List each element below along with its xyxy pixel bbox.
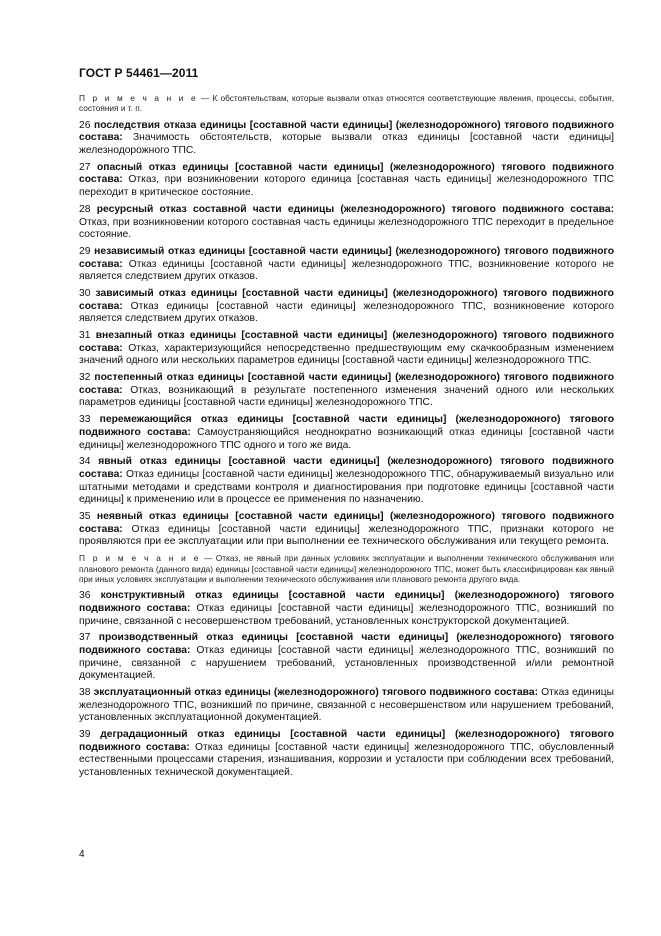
term-title: явный отказ единицы [составной части единицы] (железнодорожного) тягового подвижного состава: [79, 456, 614, 481]
term-title: последствия отказа единицы [составной части единицы] (железнодорожного) тягового подвижного состава: [79, 119, 614, 144]
term-title: неявный отказ единицы [составной части единицы] (железнодорожного) тягового подвижного состава: [79, 511, 614, 535]
term-definition: Отказ единицы [составной части единицы] железнодорожного ТПС, возникший по причине, связанной с нарушением требований, установленных производственной и/или ремонтной документацией. [79, 645, 614, 682]
term-list-a [79, 120, 614, 549]
term-title: зависимый отказ единицы [составной части единицы] (железнодорожного) тягового подвижного состава: [79, 288, 614, 312]
document-body [79, 93, 614, 784]
term-definition: Отказ, при возникновении которого составная часть единицы железнодорожного ТПС переходит в предельное состояние. [79, 216, 614, 241]
term-number: 32 [79, 372, 91, 384]
term-title: конструктивный отказ единицы [составной части единицы] (железнодорожного) тягового подвижного состава: [79, 590, 614, 614]
term-definition: Отказ единицы [составной части единицы] железнодорожного ТПС, признаки которого не проявляются при ее эксплуатации или при выполнении ее технического обслуживания или текущего ремонта. [79, 523, 614, 548]
page-header-title: ГОСТ Р 54461—2011 [79, 66, 199, 80]
term-entry [79, 687, 614, 725]
term-number: 28 [79, 203, 91, 215]
note-label: П р и м е ч а н и е [79, 93, 198, 103]
term-number: 35 [79, 511, 91, 523]
term-definition: Отказ единицы железнодорожного ТПС, возникший по причине, связанной с несовершенством или нарушением требований, установленных эксплуатационной документацией. [79, 687, 614, 724]
term-title: перемежающийся отказ единицы [составной части единицы] (железнодорожного) тягового подвижного состава: [79, 414, 614, 438]
term-number: 26 [79, 119, 91, 131]
term-number: 34 [79, 456, 91, 468]
term-number: 30 [79, 288, 91, 300]
term-number: 38 [79, 687, 91, 699]
term-definition: Отказ единицы [составной части единицы] железнодорожного ТПС, обусловленный естественными процессами старения, изнашивания, коррозии и усталости при соблюдении всех требований, установленных технической документацией. [79, 741, 614, 779]
term-title: независимый отказ единицы [составной части единицы] (железнодорожного) тягового подвижного состава: [79, 246, 614, 270]
term-entry [79, 204, 614, 242]
term-list-b [79, 590, 614, 779]
term-entry [79, 511, 614, 549]
term-definition: Отказ единицы [составной части единицы] железнодорожного ТПС, обнаруживаемый визуально или штатными методами и средствами контроля и диагностирования при подготовке единицы [составной части единицы] к применению или в процессе ее применения по назначению. [79, 469, 614, 506]
note-middle [79, 553, 614, 584]
term-entry [79, 330, 614, 368]
term-number: 29 [79, 246, 91, 258]
term-number: 37 [79, 632, 91, 644]
term-definition: Самоустраняющийся неоднократно возникающий отказ единицы [составной части единицы] железнодорожного ТПС одного и того же вида. [79, 426, 614, 451]
note-text: — К обстоятельствам, которые вызвали отказ относятся соответствующие явления, процессы, события, состояния и т. п. [79, 93, 614, 114]
term-definition: Отказ единицы [составной части единицы] железнодорожного ТПС, возникновение которого является следствием других отказов. [79, 300, 614, 325]
term-title: опасный отказ единицы [составной части единицы] (железнодорожного) тягового подвижного состава: [79, 161, 614, 186]
page-number: 4 [79, 849, 85, 860]
term-number: 33 [79, 414, 91, 426]
term-entry [79, 288, 614, 326]
term-title: эксплуатационный отказ единицы (железнодорожного) тягового подвижного состава: [93, 687, 539, 699]
term-title: ресурсный отказ составной части единицы (железнодорожного) тягового подвижного состава: [96, 203, 614, 215]
term-entry [79, 162, 614, 200]
term-definition: Отказ, характеризующийся непосредственно предшествующим ему скачкообразным изменением значений одного или нескольких параметров единицы [составной части единицы] железнодорожного ТПС. [79, 342, 614, 367]
note-label: П р и м е ч а н и е [79, 553, 201, 564]
term-entry [79, 632, 614, 682]
term-definition: Отказ единицы [составной части единицы] железнодорожного ТПС, возникший по причине, связанной с несовершенством требований, установленных конструкторской документацией. [79, 603, 614, 627]
term-entry [79, 414, 614, 452]
term-number: 39 [79, 729, 91, 741]
term-number: 36 [79, 590, 91, 602]
term-definition: Значимость обстоятельств, которые вызвали отказ единицы [составной части единицы] железнодорожного ТПС. [79, 132, 614, 156]
note-text: — Отказ, не явный при данных условиях эксплуатации и выполнении технического обслуживания или планового ремонта (данного вида) единицы [составной части единицы] железнодорожного ТПС, может быть классифицирован как явный при иных условиях эксплуатации и выполнении технического обслуживания или планового ремонта другого вида. [79, 553, 614, 584]
term-entry [79, 120, 614, 158]
term-title: производственный отказ единицы [составной части единицы] (железнодорожного) тягового подвижного состава: [79, 632, 614, 657]
term-number: 27 [79, 161, 91, 173]
term-definition: Отказ единицы [составной части единицы] железнодорожного ТПС, возникновение которого не является следствием других отказов. [79, 258, 614, 283]
term-definition: Отказ, возникающий в результате постепенного изменения значений одного или нескольких параметров единицы [составной части единицы] железнодорожного ТПС. [79, 384, 614, 409]
term-title: постепенный отказ единицы [составной части единицы] (железнодорожного) тягового подвижного состава: [79, 372, 614, 396]
term-title: деградационный отказ единицы [составной части единицы] (железнодорожного) тягового подвижного состава: [79, 729, 614, 753]
term-entry [79, 456, 614, 506]
term-definition: Отказ, при возникновении которого единица [составная часть единицы] железнодорожного ТПС переходит в критическое состояние. [79, 174, 614, 199]
term-entry [79, 590, 614, 628]
term-title: внезапный отказ единицы [составной части единицы] (железнодорожного) тягового подвижного состава: [79, 330, 614, 354]
term-entry [79, 372, 614, 410]
note-top [79, 93, 614, 114]
term-entry [79, 246, 614, 284]
term-entry [79, 729, 614, 779]
term-number: 31 [79, 330, 91, 342]
